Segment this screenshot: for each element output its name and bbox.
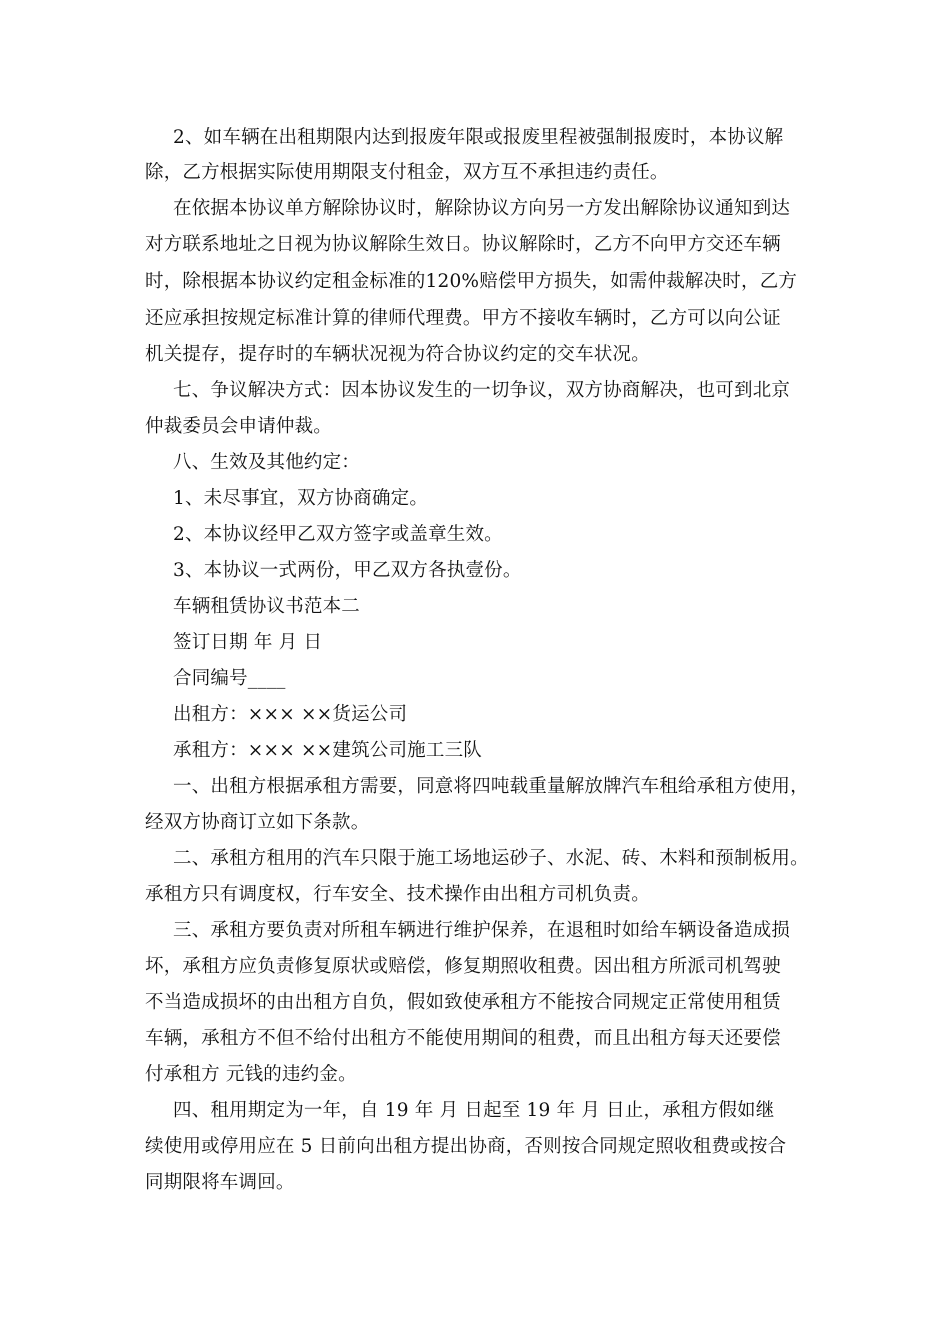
paragraph-line: 在依据本协议单方解除协议时，解除协议方向另一方发出解除协议通知到达 [173, 198, 791, 219]
paragraph-line: 2、本协议经甲乙双方签字或盖章生效。 [173, 524, 503, 545]
paragraph-line: 不当造成损坏的由出租方自负，假如致使承租方不能按合同规定正常使用租赁 [145, 992, 781, 1013]
lessor-line: 出租方：××× ××货运公司 [173, 704, 408, 725]
paragraph-line: 除，乙方根据实际使用期限支付租金，双方互不承担违约责任。 [145, 162, 669, 183]
paragraph-line: 经双方协商订立如下条款。 [145, 812, 370, 833]
paragraph-line: 四、租用期定为一年，自 19 年 月 日起至 19 年 月 日止，承租方假如继 [173, 1100, 775, 1121]
paragraph-line: 1、未尽事宜，双方协商确定。 [173, 488, 429, 509]
paragraph-line: 仲裁委员会申请仲裁。 [145, 416, 333, 437]
paragraph-line: 续使用或停用应在 5 日前向出租方提出协商，否则按合同规定照收租费或按合 [145, 1136, 787, 1157]
paragraph-line: 承租方只有调度权，行车安全、技术操作由出租方司机负责。 [145, 884, 650, 905]
paragraph-line: 付承租方 元钱的违约金。 [145, 1064, 357, 1085]
paragraph-line: 车辆，承租方不但不给付出租方不能使用期间的租费，而且出租方每天还要偿 [145, 1028, 781, 1049]
paragraph-line: 二、承租方租用的汽车只限于施工场地运砂子、水泥、砖、木料和预制板用。 [173, 848, 809, 869]
paragraph-line: 时，除根据本协议约定租金标准的120%赔偿甲方损失，如需仲裁解决时，乙方 [145, 271, 798, 292]
paragraph-line: 2、如车辆在出租期限内达到报废年限或报废里程被强制报废时，本协议解 [173, 127, 784, 148]
paragraph-line: 还应承担按规定标准计算的律师代理费。甲方不接收车辆时，乙方可以向公证 [145, 308, 781, 329]
paragraph-line: 机关提存，提存时的车辆状况视为符合协议约定的交车状况。 [145, 344, 650, 365]
paragraph-line: 对方联系地址之日视为协议解除生效日。协议解除时，乙方不向甲方交还车辆 [145, 234, 781, 255]
document-title: 车辆租赁协议书范本二 [173, 596, 361, 617]
sign-date-line: 签订日期 年 月 日 [173, 632, 323, 653]
paragraph-line: 三、承租方要负责对所租车辆进行维护保养，在退租时如给车辆设备造成损 [173, 920, 791, 941]
paragraph-line: 同期限将车调回。 [145, 1172, 295, 1193]
contract-number-line: 合同编号____ [173, 668, 286, 689]
paragraph-line: 3、本协议一式两份，甲乙双方各执壹份。 [173, 560, 522, 581]
paragraph-line: 坏，承租方应负责修复原状或赔偿，修复期照收租费。因出租方所派司机驾驶 [145, 956, 781, 977]
paragraph-line: 一、出租方根据承租方需要，同意将四吨载重量解放牌汽车租给承租方使用， [173, 776, 809, 797]
section-heading: 八、生效及其他约定： [173, 452, 361, 473]
paragraph-line: 七、争议解决方式：因本协议发生的一切争议，双方协商解决，也可到北京 [173, 380, 791, 401]
lessee-line: 承租方：××× ××建筑公司施工三队 [173, 740, 482, 761]
